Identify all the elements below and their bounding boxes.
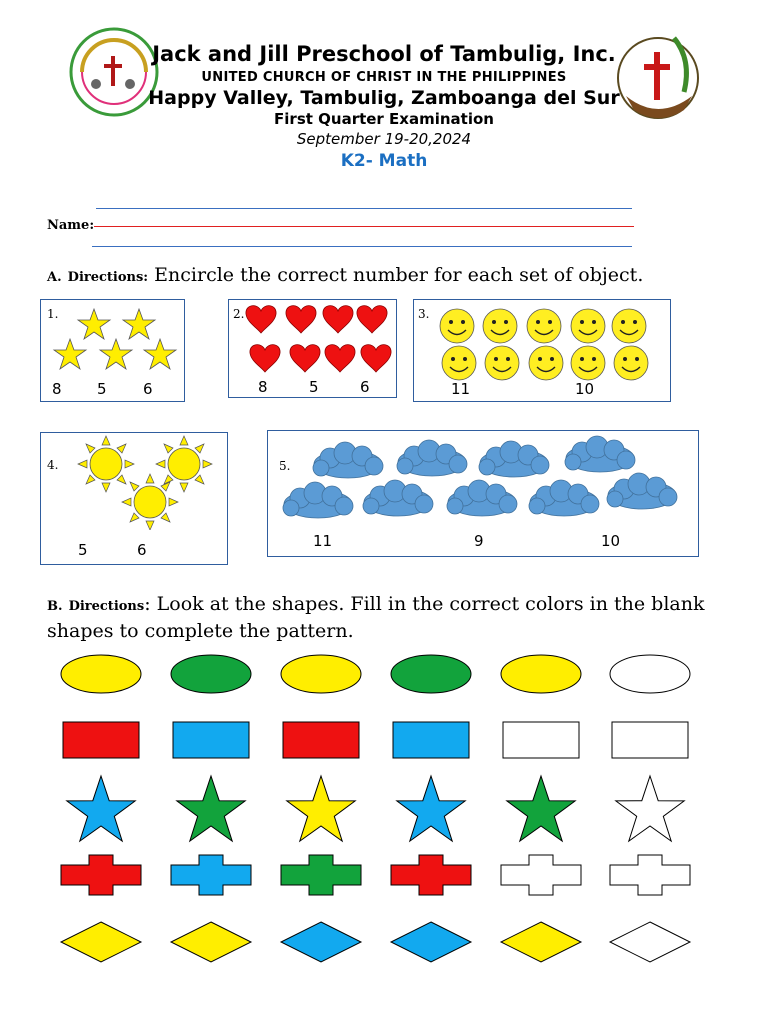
diamond-shape-blue (391, 922, 471, 962)
cloud-icon (447, 480, 517, 516)
smiley-icon (614, 346, 648, 380)
item-2-number: 2. (233, 307, 245, 321)
exam-date: September 19-20,2024 (296, 130, 472, 148)
cross-shape-red (61, 855, 141, 895)
oval-shape-yellow (281, 655, 361, 693)
item-3-objects (436, 306, 656, 384)
cloud-icon (529, 480, 599, 516)
cloud-icon (363, 480, 433, 516)
item-3-number: 3. (418, 307, 430, 321)
item-5-choice[interactable]: 9 (474, 532, 484, 550)
rectangle-shape-blue (393, 722, 469, 758)
cloud-icon (479, 441, 549, 477)
item-3-choice[interactable]: 10 (575, 380, 595, 398)
star-icon (54, 339, 86, 369)
church-name: UNITED CHURCH OF CHRIST IN THE PHILIPPINES (201, 70, 567, 85)
cross-shape-blank[interactable] (610, 855, 690, 895)
part-b-directions (47, 592, 727, 644)
part-a-letter: A. (47, 270, 62, 285)
item-4-choice[interactable]: 5 (78, 541, 88, 559)
part-a-directions (47, 264, 643, 286)
item-3-choice[interactable]: 11 (451, 380, 471, 398)
star-icon (123, 309, 155, 339)
smiley-icon (612, 309, 646, 343)
item-1-choice[interactable]: 8 (52, 380, 62, 398)
smiley-icon (485, 346, 519, 380)
smiley-icon (571, 346, 605, 380)
item-2-objects (244, 302, 394, 376)
item-2-choice[interactable]: 5 (309, 378, 319, 396)
oval-shape-yellow (61, 655, 141, 693)
diamond-shape-yellow (171, 922, 251, 962)
smiley-icon (529, 346, 563, 380)
item-2-choice[interactable]: 6 (360, 378, 370, 396)
heart-icon (325, 345, 355, 372)
cloud-icon (565, 436, 635, 472)
diamond-shape-yellow (501, 922, 581, 962)
diamond-shape-blue (281, 922, 361, 962)
heart-icon (323, 306, 353, 333)
rectangle-shape-blue (173, 722, 249, 758)
oval-shape-green (171, 655, 251, 693)
item-5-objects (276, 432, 688, 526)
star-icon (100, 339, 132, 369)
exam-title: First Quarter Examination (274, 110, 494, 128)
heart-icon (250, 345, 280, 372)
pattern-grid (0, 640, 768, 990)
oval-shape-green (391, 655, 471, 693)
smiley-icon (440, 309, 474, 343)
item-5-choice[interactable]: 11 (313, 532, 333, 550)
star-icon (78, 309, 110, 339)
sun-icon (122, 474, 178, 530)
heart-icon (286, 306, 316, 333)
subject-title: K2- Math (340, 151, 428, 171)
oval-shape-blank[interactable] (610, 655, 690, 693)
part-a-label: Directions: (67, 270, 149, 285)
smiley-icon (527, 309, 561, 343)
name-line-top (96, 208, 632, 209)
cross-shape-red (391, 855, 471, 895)
item-4-number: 4. (47, 458, 59, 472)
part-b-letter: B. (47, 599, 63, 614)
item-5-choice[interactable]: 10 (601, 532, 621, 550)
smiley-icon (571, 309, 605, 343)
item-4-choice[interactable]: 6 (137, 541, 147, 559)
star-shape-green (507, 776, 575, 841)
oval-shape-yellow (501, 655, 581, 693)
star-icon (144, 339, 176, 369)
cross-shape-green (281, 855, 361, 895)
name-line-bottom (92, 246, 632, 247)
item-1-number: 1. (47, 307, 59, 321)
rectangle-shape-blank[interactable] (612, 722, 688, 758)
part-a-text: Encircle the correct number for each set of object. (154, 264, 644, 286)
diamond-shape-blank[interactable] (610, 922, 690, 962)
cloud-icon (313, 442, 383, 478)
item-1-choice[interactable]: 6 (143, 380, 153, 398)
cloud-icon (283, 482, 353, 518)
item-4-objects (66, 434, 226, 530)
rectangle-shape-red (283, 722, 359, 758)
star-shape-blue (67, 776, 135, 841)
rectangle-shape-blank[interactable] (503, 722, 579, 758)
cloud-icon (607, 473, 677, 509)
part-b-label: Directions (68, 599, 145, 614)
item-1-choice[interactable]: 5 (97, 380, 107, 398)
heart-icon (290, 345, 320, 372)
item-2-choice[interactable]: 8 (258, 378, 268, 396)
sun-icon (78, 436, 134, 492)
cross-shape-blue (171, 855, 251, 895)
heart-icon (361, 345, 391, 372)
item-1-objects (46, 306, 186, 378)
name-line-middle[interactable] (94, 226, 634, 227)
item-5-number: 5. (279, 459, 291, 473)
school-location: Happy Valley, Tambulig, Zamboanga del Sur (148, 87, 620, 109)
smiley-icon (442, 346, 476, 380)
heart-icon (246, 306, 276, 333)
cross-shape-blank[interactable] (501, 855, 581, 895)
sun-icon (156, 436, 212, 492)
star-shape-yellow (287, 776, 355, 841)
rectangle-shape-red (63, 722, 139, 758)
smiley-icon (483, 309, 517, 343)
heart-icon (357, 306, 387, 333)
cloud-icon (397, 440, 467, 476)
star-shape-blank[interactable] (616, 776, 684, 841)
star-shape-green (177, 776, 245, 841)
diamond-shape-yellow (61, 922, 141, 962)
part-b-colon: : (144, 593, 151, 615)
name-label: Name: (47, 218, 95, 233)
star-shape-blue (397, 776, 465, 841)
part-b-text: Look at the shapes. Fill in the correct colors in the blank shapes to complete the pattern. (47, 593, 705, 642)
school-name: Jack and Jill Preschool of Tambulig, Inc. (152, 42, 616, 66)
